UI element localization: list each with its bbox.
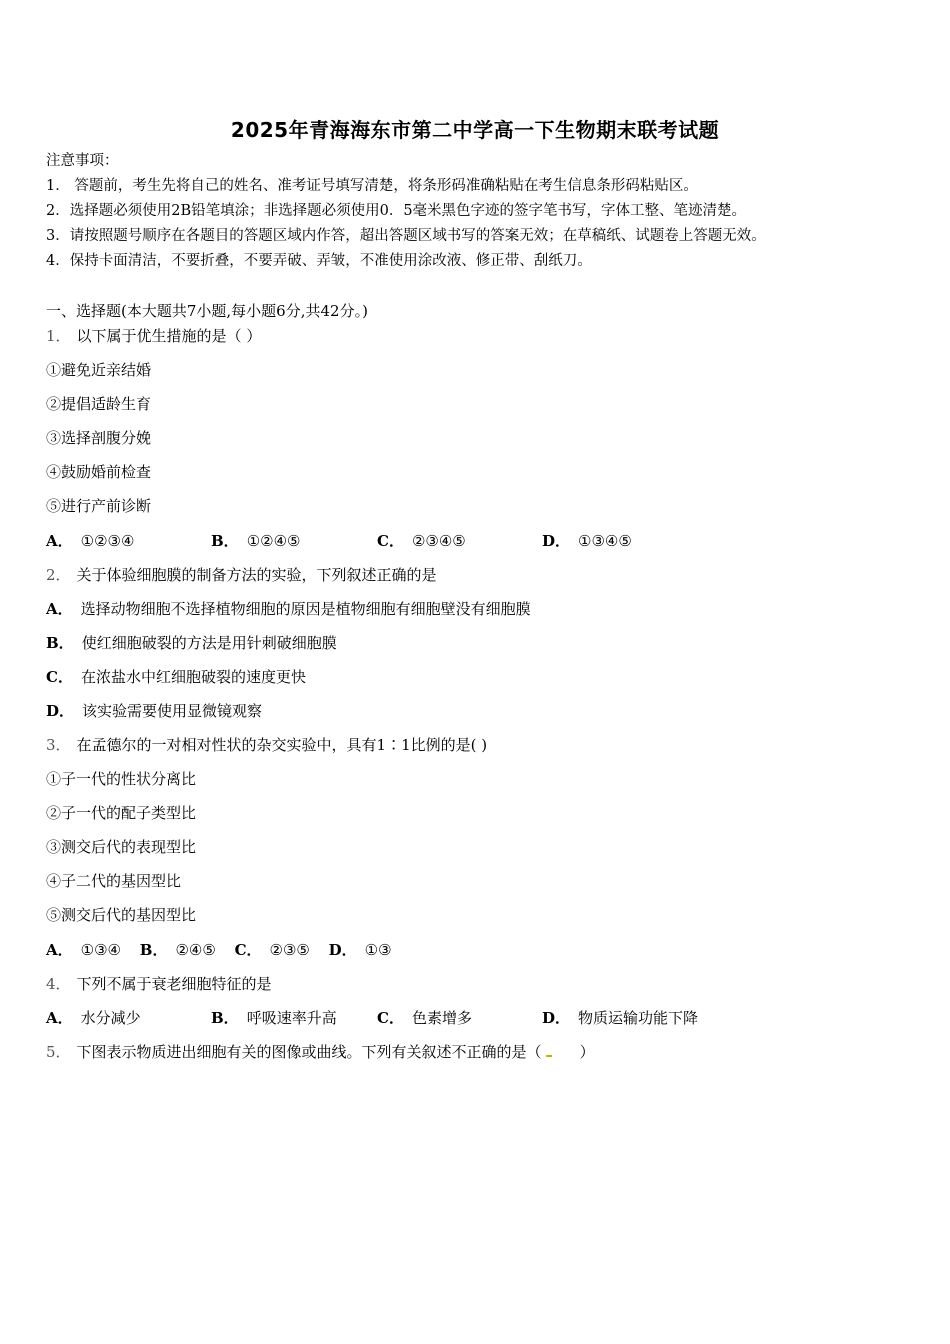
text-cursor-mark: [546, 1055, 552, 1057]
notice-item-2: 2．选择题必须使用2B铅笔填涂；非选择题必须使用0．5毫米黑色字迹的签字笔书写，字体工整、笔迹清楚。: [46, 203, 747, 219]
q4-option-d: D． 物质运输功能下降: [542, 1009, 699, 1027]
q3-option-a: A． ①③④: [46, 941, 121, 959]
q1-option-a: A． ①②③④: [46, 532, 135, 550]
q3-option-b: B． ②④⑤: [139, 941, 216, 959]
q3-item: ②子一代的配子类型比: [46, 804, 197, 822]
q4-option-c: C． 色素增多: [377, 1009, 472, 1027]
q3-option-d: D． ①③: [328, 941, 392, 959]
question-number: 4．: [46, 975, 71, 993]
page-title: 2025年青海海东市第二中学高一下生物期末联考试题: [230, 118, 720, 142]
section-heading: 一、选择题(本大题共7小题,每小题6分,共42分。): [46, 302, 368, 320]
question-5-stem: [46, 1042, 595, 1062]
question-1-stem: [46, 326, 261, 346]
q1-option-b: B． ①②④⑤: [211, 532, 301, 550]
question-2-stem: [46, 565, 437, 585]
q2-option-a: A． 选择动物细胞不选择植物细胞的原因是植物细胞有细胞壁没有细胞膜: [46, 600, 531, 618]
notice-item-3: 3．请按照题号顺序在各题目的答题区域内作答，超出答题区域书写的答案无效；在草稿纸、试题卷上答题无效。: [46, 228, 766, 244]
q1-item: ④鼓励婚前检查: [46, 463, 152, 481]
q3-item: ③测交后代的表现型比: [46, 838, 197, 856]
question-text: 下图表示物质进出细胞有关的图像或曲线。下列有关叙述不正确的是（: [76, 1043, 542, 1061]
question-number: 2．: [46, 566, 71, 584]
question-number: 1．: [46, 327, 71, 345]
q1-item: ⑤进行产前诊断: [46, 497, 152, 515]
q1-item: ②提倡适龄生育: [46, 395, 152, 413]
question-text-end: ）: [579, 1043, 595, 1061]
q1-option-d: D． ①③④⑤: [542, 532, 632, 550]
notice-item-4: 4．保持卡面清洁，不要折叠，不要弄破、弄皱，不准使用涂改液、修正带、刮纸刀。: [46, 253, 592, 269]
q3-item: ④子二代的基因型比: [46, 872, 182, 890]
question-3-stem: [46, 735, 487, 755]
q2-option-b: B． 使红细胞破裂的方法是用针刺破细胞膜: [46, 634, 337, 652]
question-text: 在孟德尔的一对相对性状的杂交实验中，具有1∶1比例的是( ): [76, 736, 488, 754]
q3-item: ①子一代的性状分离比: [46, 770, 197, 788]
q2-option-d: D． 该实验需要使用显微镜观察: [46, 702, 263, 720]
question-4-stem: [46, 974, 272, 994]
question-number: 3．: [46, 736, 71, 754]
q4-option-b: B． 呼吸速率升高: [211, 1009, 337, 1027]
q3-option-c: C． ②③⑤: [234, 941, 310, 959]
q2-option-c: C． 在浓盐水中红细胞破裂的速度更快: [46, 668, 306, 686]
q1-option-c: C． ②③④⑤: [377, 532, 466, 550]
question-text: 以下属于优生措施的是（ ）: [76, 327, 262, 345]
question-number: 5．: [46, 1043, 71, 1061]
q3-item: ⑤测交后代的基因型比: [46, 906, 197, 924]
notice-item-1: 1． 答题前，考生先将自己的姓名、准考证号填写清楚，将条形码准确粘贴在考生信息条形码粘贴区。: [46, 178, 698, 194]
q1-item: ①避免近亲结婚: [46, 361, 152, 379]
q3-options: [46, 940, 406, 960]
question-text: 下列不属于衰老细胞特征的是: [76, 975, 272, 993]
question-text: 关于体验细胞膜的制备方法的实验，下列叙述正确的是: [76, 566, 437, 584]
q1-item: ③选择剖腹分娩: [46, 429, 152, 447]
notice-heading: 注意事项：: [46, 153, 119, 169]
q4-option-a: A． 水分减少: [46, 1009, 141, 1027]
